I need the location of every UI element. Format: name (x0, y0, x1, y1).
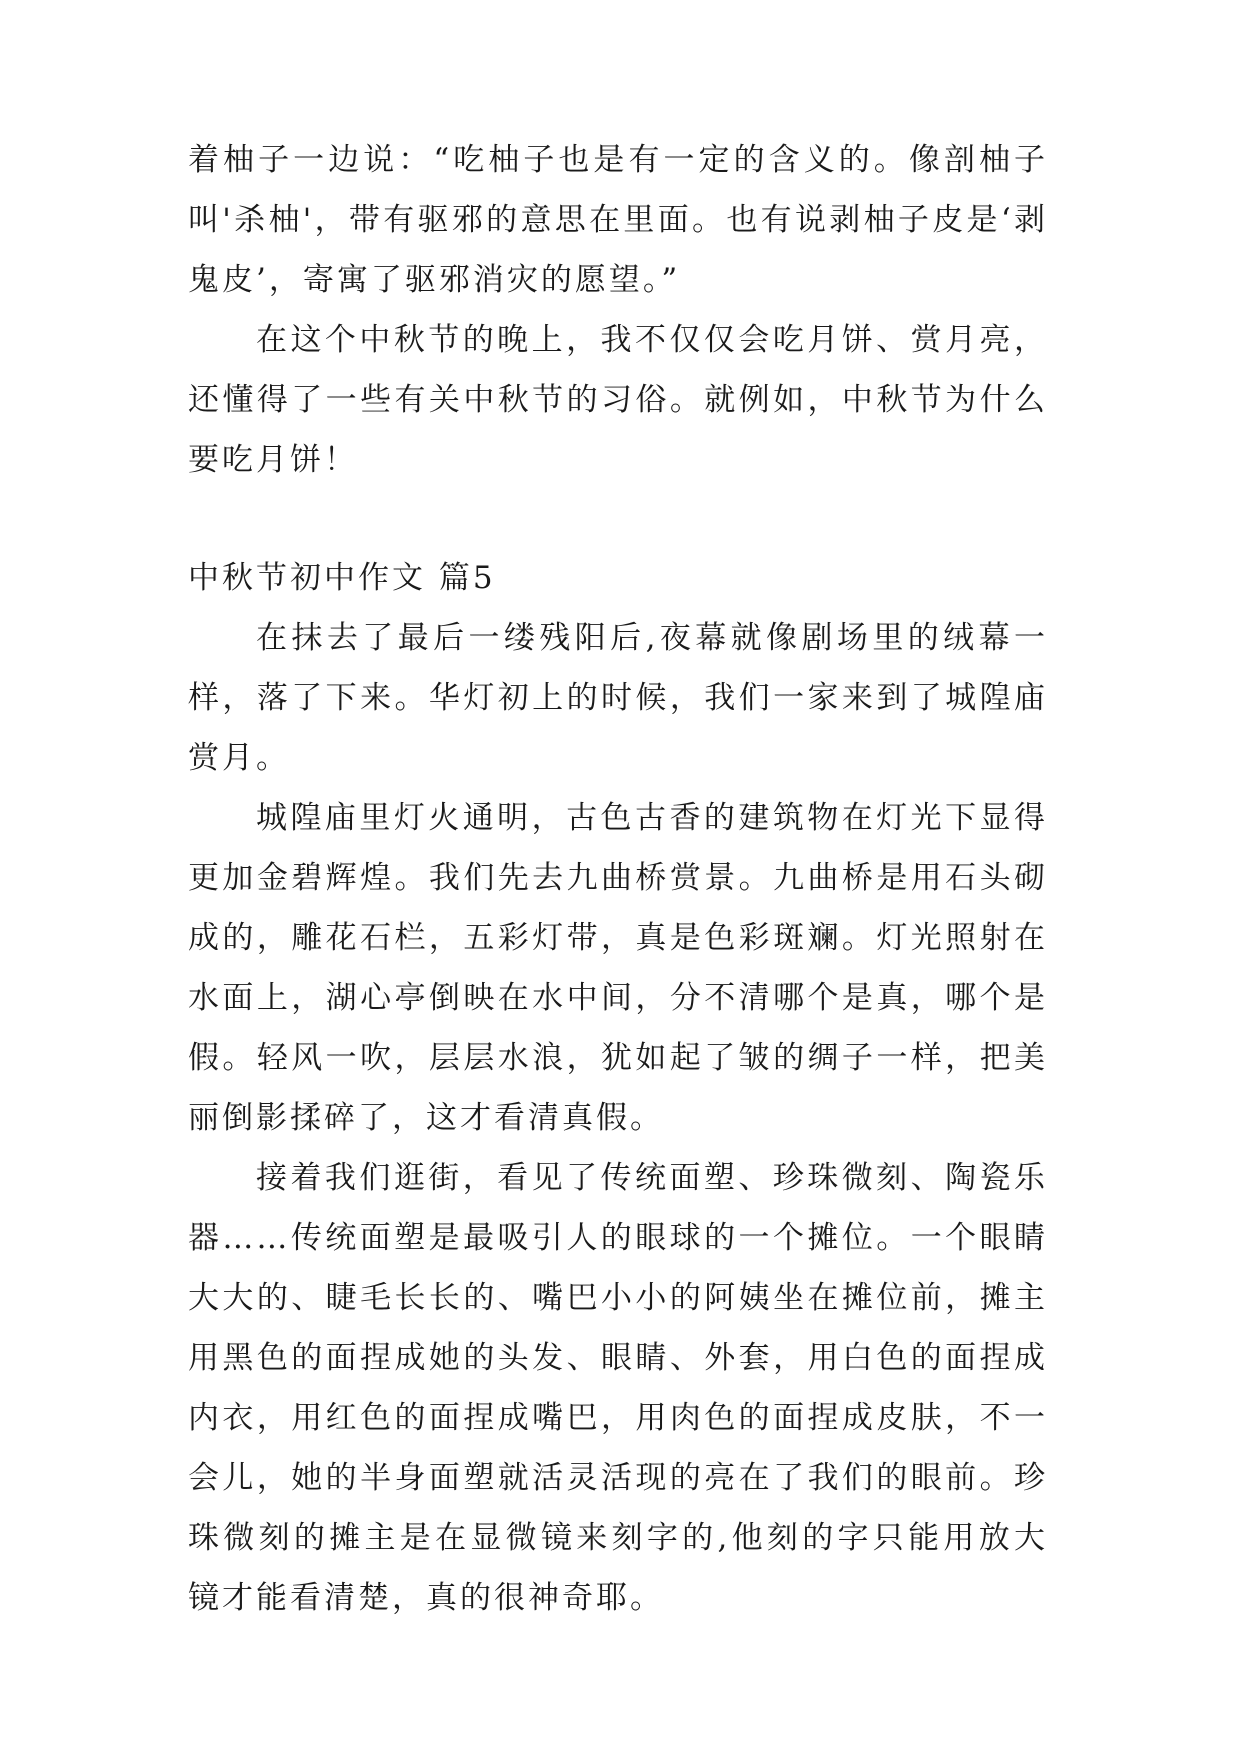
section-title: 中秋节初中作文 篇5 (188, 560, 496, 596)
paragraph: 城隍庙里灯火通明，古色古香的建筑物在灯光下显得更加金碧辉煌。我们先去九曲桥赏景。九曲桥是用石头砌成的，雕花石栏，五彩灯带，真是色彩斑斓。灯光照射在水面上，湖心亭倒映在水中间，分不清哪个是真，哪个是假。轻风一吹，层层水浪，犹如起了皱的绸子一样，把美丽倒影揉碎了，这才看清真假。 (188, 800, 1048, 1136)
paragraph: 在这个中秋节的晚上，我不仅仅会吃月饼、赏月亮，还懂得了一些有关中秋节的习俗。就例如，中秋节为什么要吃月饼！ (188, 322, 1048, 478)
section-spacer (188, 490, 1048, 548)
document-page (188, 130, 1048, 1628)
paragraph: 在抹去了最后一缕残阳后,夜幕就像剧场里的绒幕一样，落了下来。华灯初上的时候，我们一家来到了城隍庙赏月。 (188, 620, 1048, 776)
paragraph: 着柚子一边说：“吃柚子也是有一定的含义的。像剖柚子叫'杀柚'，带有驱邪的意思在里面。也有说剥柚子皮是‘剥鬼皮’，寄寓了驱邪消灾的愿望。” (188, 142, 1048, 298)
paragraph: 接着我们逛街，看见了传统面塑、珍珠微刻、陶瓷乐器……传统面塑是最吸引人的眼球的一个摊位。一个眼睛大大的、睫毛长长的、嘴巴小小的阿姨坐在摊位前，摊主用黑色的面捏成她的头发、眼睛、外套，用白色的面捏成内衣，用红色的面捏成嘴巴，用肉色的面捏成皮肤，不一会儿，她的半身面塑就活灵活现的亮在了我们的眼前。珍珠微刻的摊主是在显微镜来刻字的,他刻的字只能用放大镜才能看清楚，真的很神奇耶。 (188, 1160, 1048, 1616)
